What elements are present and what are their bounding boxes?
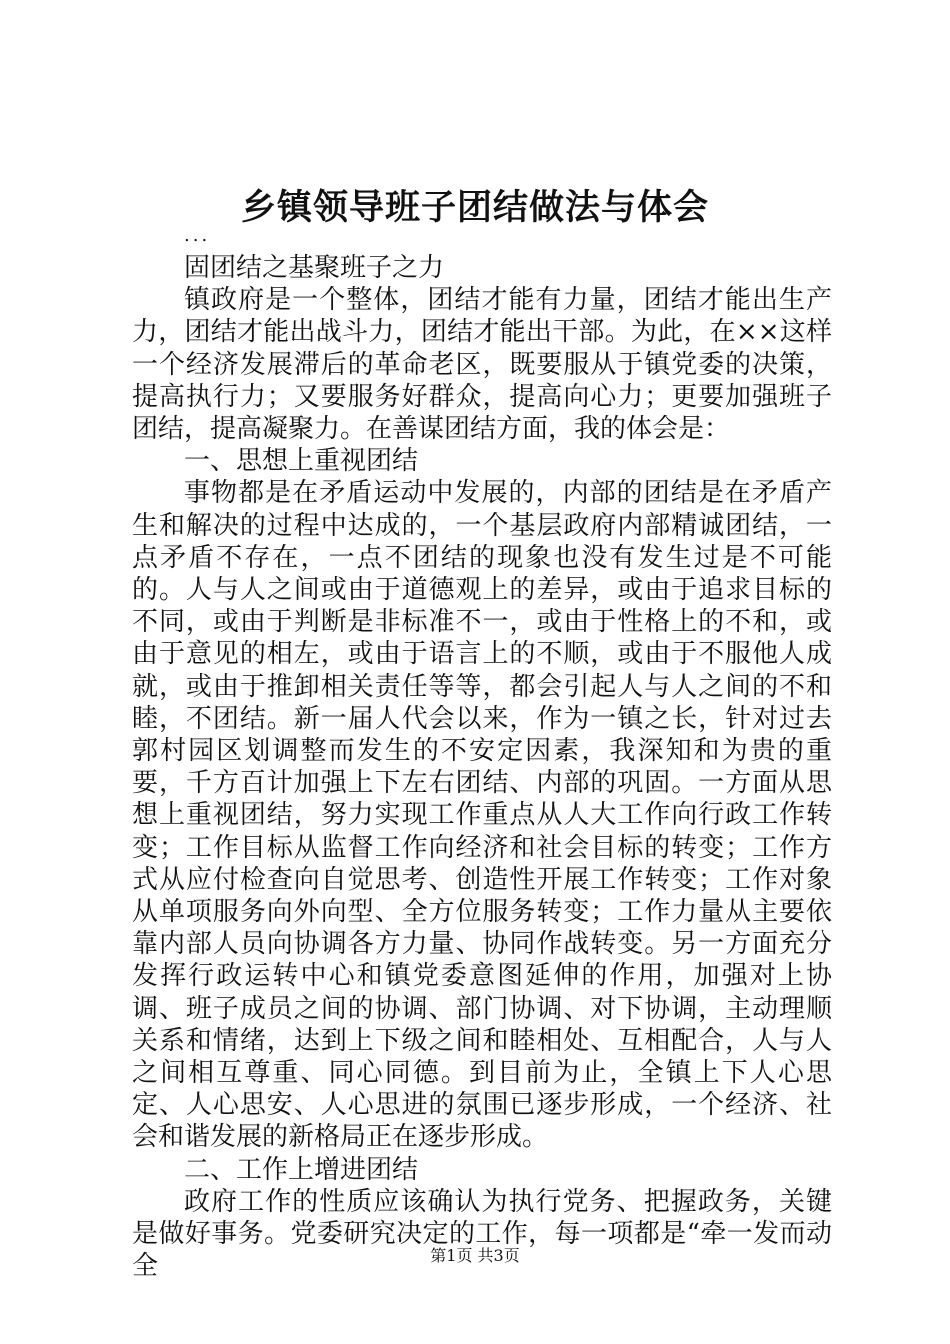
section-heading: 二、工作上增进团结 (184, 1154, 419, 1185)
page-number-footer: 第1页 共3页 (430, 1246, 520, 1265)
paragraph: 事物都是在矛盾运动中发展的，内部的团结是在矛盾产生和解决的过程中达成的，一个基层政府内部精诚团结，一点矛盾不存在，一点不团结的现象也没有发生过是不可能的。人与人之间或由于道德观上的差异，或由于追求目标的不同，或由于判断是非标准不一，或由于性格上的不和，或由于意见的相左，或由于语言上的不顺，或由于不服他人成就，或由于推卸相关责任等等，都会引起人与人之间的不和睦，不团结。新一届人代会以来，作为一镇之长，针对过去郭村园区划调整而发生的不安定因素，我深知和为贵的重要，千方百计加强上下左右团结、内部的巩固。一方面从思想上重视团结，努力实现工作重点从人大工作向行政工作转变；工作目标从监督工作向经济和社会目标的转变；工作方式从应付检查向自觉思考、创造性开展工作转变；工作对象从单项服务向外向型、全方位服务转变；工作力量从主要依靠内部人员向协调各方力量、协同作战转变。另一方面充分发挥行政运转中心和镇党委意图延伸的作用，加强对上协调、班子成员之间的协调、部门协调、对下协调，主动理顺关系和情绪，达到上下级之间和睦相处、互相配合，人与人之间相互尊重、同心同德。到目前为止，全镇上下人心思定、人心思安、人心思进的氛围已逐步形成，一个经济、社会和谐发展的新格局正在逐步形成。 (132, 478, 832, 1153)
document-body (132, 220, 832, 1283)
document-title: 乡镇领导班子团结做法与体会 (240, 187, 709, 228)
paragraph: 政府工作的性质应该确认为执行党务、把握政务，关键是做好事务。党委研究决定的工作，每一项都是“牵一发而动全 (132, 1186, 832, 1282)
ellipsis-marker: ... (184, 225, 211, 246)
paragraph: 镇政府是一个整体，团结才能有力量，团结才能出生产力，团结才能出战斗力，团结才能出干部。为此，在××这样一个经济发展滞后的革命老区，既要服从于镇党委的决策，提高执行力；又要服务好群众，提高向心力；更要加强班子团结，提高凝聚力。在善谋团结方面，我的体会是： (132, 285, 832, 445)
section-heading: 固团结之基聚班子之力 (184, 253, 445, 283)
section-heading: 一、思想上重视团结 (184, 446, 419, 477)
